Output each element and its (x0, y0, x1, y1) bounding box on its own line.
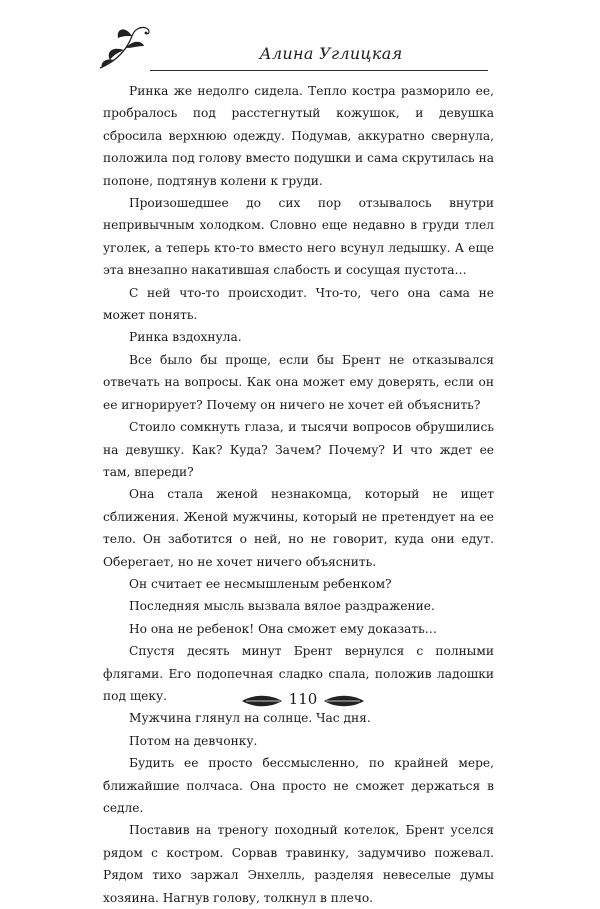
paragraph: Ринка же недолго сидела. Тепло костра разморило ее, пробралось под расстегнутый кожушок, и девушка сбросила верхнюю одежду. Подумав, аккуратно свернула, положила под голову вместо подушки и сама скрутилась на попоне, подтянув колени к груди. (103, 84, 494, 188)
leaf-right-ornament (322, 692, 366, 710)
paragraph: Стоило сомкнуть глаза, и тысячи вопросов обрушились на девушку. Как? Куда? Зачем? Почему? И что ждет ее там, впереди? (103, 420, 494, 479)
paragraph: Она стала женой незнакомца, который не ищет сближения. Женой мужчины, который не претендует на ее тело. Он заботится о ней, но не говорит, куда они едут. Оберегает, но не хочет ничего объяснить. (103, 487, 494, 569)
header-rule (150, 70, 488, 71)
paragraph: С ней что-то происходит. Что-то, чего она сама не может понять. (103, 285, 494, 323)
page-footer (0, 686, 600, 716)
paragraph: Мужчина глянул на солнце. Час дня. (129, 711, 371, 726)
paragraph: Произошедшее до сих пор отзывалось внутри непривычным холодком. Словно еще недавно в груди тлел уголек, а теперь кто-то вместо него всунул ледышку. А еще эта внезапно накатившая слабость и сосущая пустота… (103, 196, 494, 278)
paragraph: Ринка вздохнула. (129, 330, 242, 345)
vine-leaf-ornament (96, 22, 152, 72)
paragraph: Все было бы проще, если бы Брент не отказывался отвечать на вопросы. Как она может ему доверять, если он ее игнорирует? Почему он ничего не хочет ей объяснить? (103, 352, 494, 412)
paragraph: Поставив на треногу походный котелок, Брент уселся рядом с костром. Сорвав травинку, задумчиво пожевал. Рядом тихо заржал Энхелль, разделяя невеселые думы хозяина. Нагнув голову, толкнул в плечо. (103, 823, 494, 905)
paragraph: Но она не ребенок! Она сможет ему доказать… (129, 621, 437, 636)
running-title: Алина Углицкая (259, 44, 403, 63)
body-text (103, 80, 494, 909)
paragraph: Последняя мысль вызвала вялое раздражение. (129, 599, 435, 614)
paragraph: Он считает ее несмышленым ребенком? (129, 576, 392, 591)
leaf-left-ornament (240, 692, 284, 710)
paragraph: Потом на девчонку. (129, 733, 258, 748)
page-number: 110 (288, 690, 318, 708)
paragraph: Будить ее просто бессмысленно, по крайней мере, ближайшие полчаса. Она просто не сможет держаться в седле. (103, 756, 494, 815)
paragraph: Спустя десять минут Брент вернулся с полными флягами. Его подопечная сладко спала, положив ладошки под щеку. (103, 644, 494, 703)
